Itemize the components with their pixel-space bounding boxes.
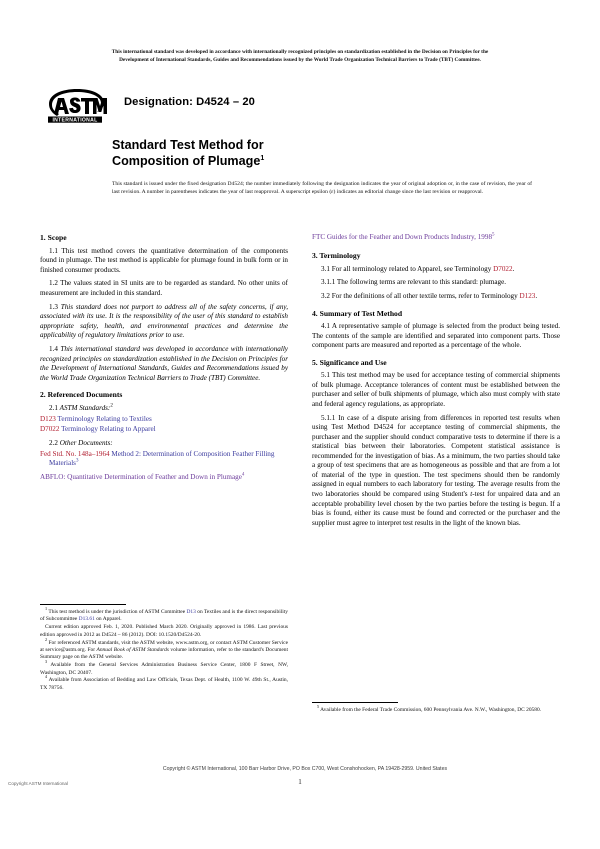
paragraph-1-3-text: This standard does not purport to address all of the safety concerns, if any, associated with its use. It is the responsibility of the user of this standard to establish appropriate safety, health, and environmental practices and determine the applicability of regulatory limitations prior to use.: [40, 302, 288, 340]
footnote-3-text: Available from the General Services Administration Business Service Center, 1800 F Street, NW, Washington, DC 20407.: [40, 662, 288, 676]
reference-fed-std-footnote-marker: 3: [75, 458, 79, 464]
subsection-2-1-title: ASTM Standards:: [59, 403, 111, 412]
paragraph-4-1: 4.1 A representative sample of plumage is selected from the product being tested. The contents of the sample are identified and separated into component parts. Those component parts are measured and reported as a percentage of the whole.: [312, 322, 560, 350]
paragraph-5-1-1: [312, 414, 560, 529]
footnote-edition: Current edition approved Feb. 1, 2020. Published March 2020. Originally approved in 1986. Last previous edition approved in 2012 as D4524 – 86 (2012). DOI: 10.1520/D4524-20.: [40, 624, 288, 638]
paragraph-3-2-text: 3.2 For the definitions of all other textile terms, refer to Terminology: [321, 292, 520, 301]
section-heading-scope: 1. Scope: [40, 233, 67, 242]
reference-title-abflo[interactable]: ABFLO: Quantitative Determination of Feather and Down in Plumage: [40, 473, 242, 482]
paragraph-1-3-number: 1.3: [49, 302, 58, 311]
paragraph-1-2: 1.2 The values stated in SI units are to be regarded as standard. No other units of measurement are included in this standard.: [40, 279, 288, 297]
footnote-5-marker: 5: [317, 704, 320, 710]
title-line-1: Standard Test Method for: [112, 138, 264, 152]
paragraph-1-4-number: 1.4: [49, 344, 58, 353]
paragraph-5-1: 5.1 This test method may be used for acceptance testing of commercial shipments of bulk plumage. Acceptance tolerances of content must be established between the purchaser and seller of bulk shipments of plumage, which also must comply with state and federal agency regulations, as appropriate.: [312, 371, 560, 408]
astm-logo-icon: [46, 88, 108, 126]
footnote-link-d13[interactable]: D13: [186, 609, 196, 615]
paragraph-1-4-text: This international standard was developed in accordance with internationally recognized principles on standardization established in the Decision on Principles for the Development of International Standards, Guides and Recommendations issued by the World Trade Organization Technical Barriers to Trade (TBT) Committee.: [40, 344, 288, 382]
footnote-3-marker: 3: [45, 659, 48, 665]
reference-link-fed-std[interactable]: [40, 450, 288, 469]
footnote-1: [40, 606, 288, 624]
title-line-2: Composition of Plumage: [112, 153, 261, 168]
subsection-2-2: [40, 439, 288, 449]
issuance-note: This standard is issued under the fixed designation D4524; the number immediately following the designation indicates the year of original adoption or, in the case of revision, the year of last revision. A number in parentheses indicates the year of last reapproval. A superscript epsilon (ε) indicates an editorial change since the last revision or reapproval.: [112, 181, 532, 196]
section-heading-terminology: 3. Terminology: [312, 251, 361, 261]
reference-title-ftc[interactable]: FTC Guides for the Feather and Down Products Industry, 1998: [312, 233, 493, 241]
copyright-watermark: Copyright ASTM International: [8, 781, 69, 786]
subsection-2-2-title: Other Documents:: [59, 438, 113, 447]
subsection-2-1-number: 2.1: [49, 403, 58, 412]
designation-label: Designation: D4524 – 20: [124, 96, 256, 108]
section-heading-referenced-documents: 2. Referenced Documents: [40, 390, 123, 400]
paragraph-5-1-1-text-b: -test for unpaired data and an acceptable probability level chosen by the two parties before the testing is begun. If a bias is found, either its cause must be found and corrected or the purchaser and the supplier must agree to interpret test results in the light of the known bias.: [312, 489, 560, 527]
paragraph-1-3: [40, 303, 288, 341]
section-heading-summary-of-test-method: 4. Summary of Test Method: [312, 308, 403, 318]
reference-title-d123[interactable]: Terminology Relating to Textiles: [57, 414, 152, 423]
footnote-1-text-c: on Apparel.: [94, 616, 122, 623]
footnote-divider-left: [40, 604, 126, 605]
reference-code-d7022[interactable]: D7022: [40, 424, 60, 433]
footnote-1-text-b: on Textiles and is the direct responsibility of Subcommittee: [40, 609, 288, 623]
paragraph-3-2-period: .: [535, 292, 538, 301]
wto-banner: [45, 48, 555, 64]
footnote-divider-right: [312, 702, 398, 703]
page-number: 1: [298, 778, 302, 786]
paragraph-5-1-1-italic: t: [470, 489, 473, 498]
reference-link-d7022[interactable]: [40, 425, 288, 435]
inline-link-d123[interactable]: D123: [519, 292, 536, 301]
reference-title-d7022[interactable]: Terminology Relating to Apparel: [61, 424, 156, 433]
footnote-2-text-a: For referenced ASTM standards, visit the ASTM website, www.astm.org, or contact ASTM Customer Service at service@astm.org. For: [40, 639, 289, 653]
subsection-2-1-footnote-marker: 2: [110, 403, 113, 409]
paragraph-3-1-1: 3.1.1 The following terms are relevant to this standard: plumage.: [321, 278, 507, 287]
paragraph-3-1-period: .: [512, 264, 515, 273]
footnote-4-text: Available from Association of Bedding and Law Officials, Texas Dept. of Health, 1100 W. 49th St., Austin, TX 78756.: [40, 677, 288, 691]
footnotes-left: [40, 606, 289, 693]
reference-ftc-footnote-marker: 5: [492, 232, 495, 238]
title-footnote-marker: 1: [260, 154, 265, 162]
paragraph-3-1: [312, 265, 560, 275]
section-heading-significance-and-use: 5. Significance and Use: [312, 357, 387, 367]
footnote-2-marker: 2: [45, 636, 48, 642]
paragraph-1-1: 1.1 This test method covers the quantitative determination of the components found in plumage. The test method is applicable for plumage found in bulk form or in finished consumer products.: [40, 246, 288, 274]
page-title: [112, 138, 532, 169]
footnote-2: [40, 636, 289, 665]
footnote-3: [40, 659, 288, 677]
reference-code-d123[interactable]: D123: [40, 414, 56, 423]
wto-banner-line2: Development of International Standards, Guides and Recommendations issued by the World Trade Organization Technical Barriers to Trade (TBT) Committee.: [119, 57, 481, 64]
wto-banner-line1: This international standard was developed in accordance with internationally recognized principles on standardization established in the Decision on Principles for the: [111, 49, 489, 55]
footnote-5: [312, 704, 560, 714]
footnote-link-d1361[interactable]: D13.61: [78, 616, 95, 623]
reference-code-fed-std[interactable]: Fed Std. No. 148a–1964: [40, 449, 112, 458]
left-column: [40, 233, 288, 483]
copyright-notice: Copyright © ASTM International, 100 Barr Harbor Drive, PO Box C700, West Conshohocken, PA 19428-2959. United States: [162, 766, 448, 772]
footnote-1-marker: 1: [45, 606, 48, 612]
reference-title-fed-std[interactable]: Method 2: Determination of Composition Feather Filling Materials: [49, 449, 275, 468]
paragraph-3-1-text: 3.1 For all terminology related to Apparel, see Terminology: [321, 264, 494, 273]
reference-link-d123[interactable]: [40, 415, 288, 425]
paragraph-3-2: [312, 292, 560, 302]
footnote-1-text-a: This test method is under the jurisdiction of ASTM Committee: [48, 609, 187, 615]
right-column: [312, 233, 560, 532]
paragraph-1-4: [40, 345, 288, 383]
logo-designation-row: [46, 88, 546, 130]
subsection-2-1: [40, 404, 288, 414]
inline-link-d7022[interactable]: D7022: [493, 264, 513, 273]
footnote-2-italic: Annual Book of ASTM Standards: [96, 646, 169, 653]
subsection-2-2-number: 2.2: [49, 438, 58, 447]
svg-text:INTERNATIONAL: INTERNATIONAL: [52, 117, 98, 124]
reference-abflo-footnote-marker: 4: [241, 472, 245, 478]
footnote-4-marker: 4: [45, 674, 48, 680]
footnote-2-text-b: volume information, refer to the standard's Document Summary page on the ASTM website.: [40, 646, 288, 661]
footnotes-right: [312, 704, 560, 715]
footnote-5-text: Available from the Federal Trade Commission, 600 Pennsylvania Ave. N.W., Washington, DC 20580.: [320, 707, 542, 713]
reference-link-abflo[interactable]: [40, 473, 288, 483]
paragraph-5-1-1-text-a: 5.1.1 In case of a dispute arising from differences in reported test results when using Test Method D4524 for acceptance testing of commercial shipments, the purchaser and the supplier should conduct comparative tests to determine if there is a statistical bias between their laboratories. Competent statistical assistance is recommended for the investigation of bias. As a minimum, the two parties should take a group of test specimens that are as homogeneous as possible and that are from a lot of material of the type in question. The test specimens should then be randomly assigned in equal numbers to each laboratory for testing. The average results from the two laboratories should be compared using Student's: [312, 413, 560, 498]
reference-link-ftc[interactable]: [312, 233, 560, 243]
footnote-4: [40, 674, 288, 692]
